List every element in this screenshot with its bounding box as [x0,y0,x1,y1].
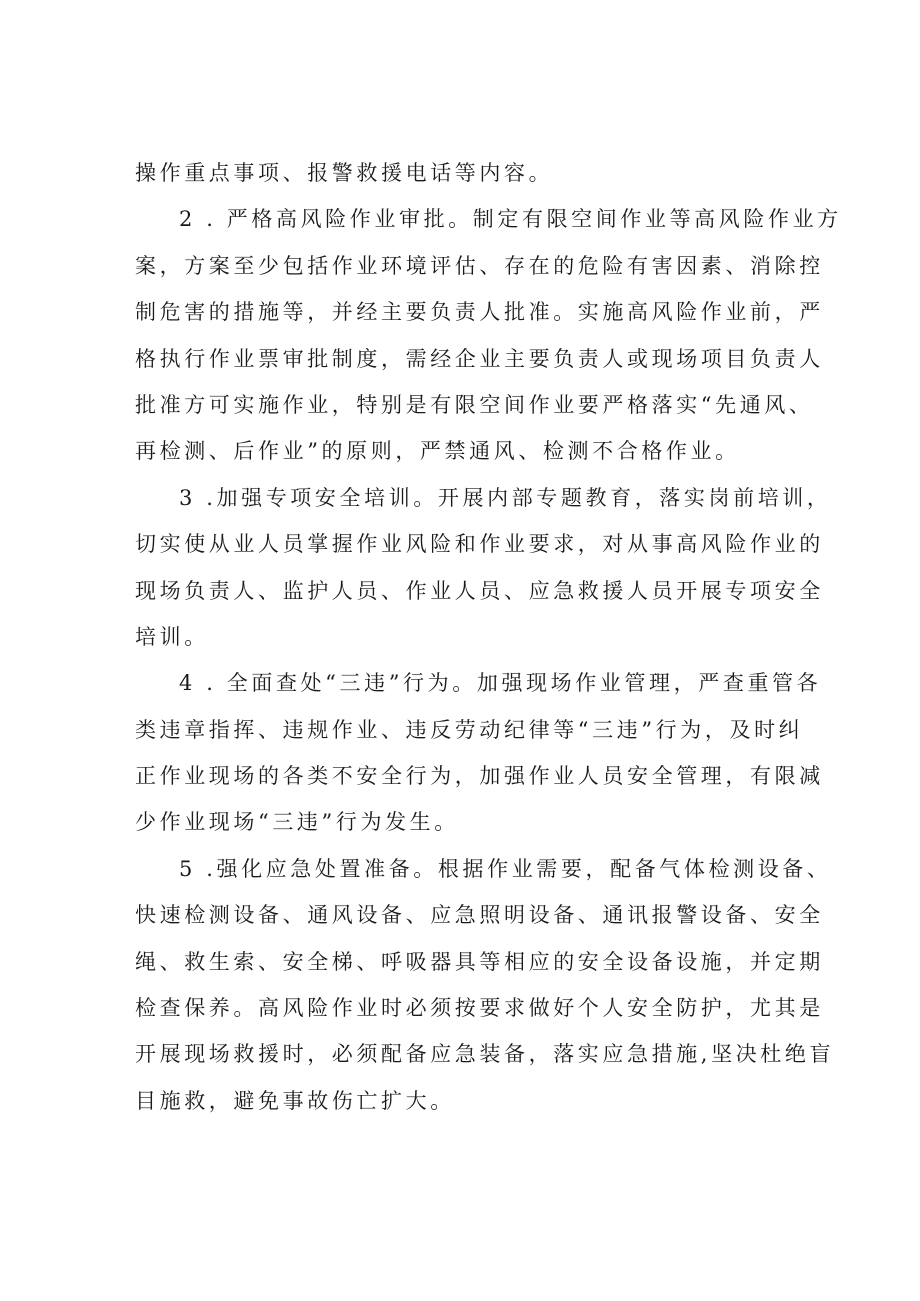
paragraph-line: 2 . 严格高风险作业审批。制定有限空间作业等高风险作业方 [179,207,842,232]
paragraph-item-4 [135,660,824,846]
paragraph-item-5 [135,846,835,1124]
paragraph-line: 4 . 全面查处“三违”行为。加强现场作业管理，严查重管各 [179,671,822,696]
paragraph-line: 开展现场救援时，必须配备应急装备，落实应急措施,坚决杜绝盲 [135,1042,835,1067]
paragraph-line: 少作业现场“三违”行为发生。 [135,810,459,835]
paragraph-line: 3 .加强专项安全培训。开展内部专题教育，落实岗前培训， [179,485,832,510]
paragraph-line: 切实使从业人员掌握作业风险和作业要求，对从事高风险作业的 [135,532,824,557]
paragraph-line: 案，方案至少包括作业环境评估、存在的危险有害因素、消除控 [135,253,824,278]
paragraph-item-3 [135,475,832,661]
paragraph-line: 检查保养。高风险作业时必须按要求做好个人安全防护，尤其是 [135,996,824,1021]
paragraph-line: 绳、救生索、安全梯、呼吸器具等相应的安全设备设施，并定期 [135,949,824,974]
document-body [135,150,842,1124]
paragraph-line: 操作重点事项、报警救援电话等内容。 [135,161,554,185]
paragraph-line: 再检测、后作业”的原则，严禁通风、检测不合格作业。 [135,439,740,464]
paragraph-line: 培训。 [135,624,209,649]
paragraph-line: 制危害的措施等，并经主要负责人批准。实施高风险作业前，严 [135,300,824,325]
paragraph-line: 正作业现场的各类不安全行为，加强作业人员安全管理，有限减 [135,764,824,789]
paragraph-item-2 [135,196,842,474]
paragraph-continuation [135,150,790,196]
paragraph-line: 目施救，避免事故伤亡扩大。 [135,1088,455,1113]
paragraph-line: 现场负责人、监护人员、作业人员、应急救援人员开展专项安全 [135,578,824,603]
paragraph-line: 类违章指挥、违规作业、违反劳动纪律等“三违”行为，及时纠 [135,717,804,742]
paragraph-line: 格执行作业票审批制度，需经企业主要负责人或现场项目负责人 [135,346,824,371]
paragraph-line: 5 .强化应急处置准备。根据作业需要，配备气体检测设备、 [179,856,832,881]
paragraph-line: 快速检测设备、通风设备、应急照明设备、通讯报警设备、安全 [135,903,824,928]
paragraph-line: 批准方可实施作业，特别是有限空间作业要严格落实“先通风、 [135,392,814,417]
